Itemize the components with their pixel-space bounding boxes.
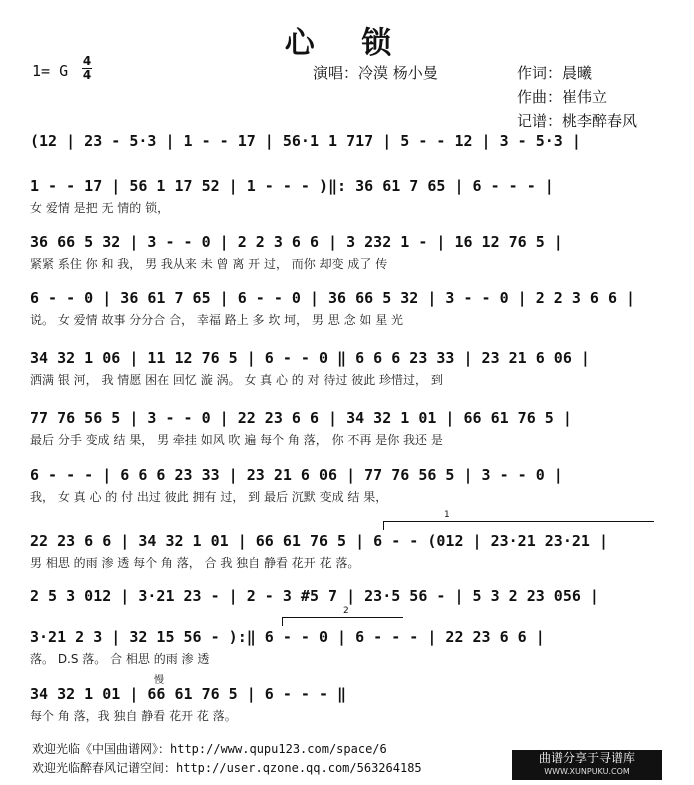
- score-system: [30, 624, 664, 668]
- score-system: [30, 128, 664, 172]
- score-system: [30, 462, 664, 506]
- key-signature: 1= G: [32, 62, 69, 80]
- footer-line-2: 欢迎光临醉春风记谱空间：http://user.qzone.qq.com/563264185: [32, 761, 422, 775]
- song-title: 心 锁: [284, 26, 410, 61]
- score-system: [30, 405, 664, 449]
- time-sig-top: 4: [82, 54, 92, 68]
- footer-line-1: 欢迎光临《中国曲谱网》：http://www.qupu123.com/space/6: [32, 742, 387, 756]
- tempo-marking: 慢: [154, 675, 164, 686]
- composer-credit: 作曲：崔伟立: [517, 88, 608, 106]
- time-signature: [82, 56, 92, 81]
- first-ending-number: 1: [444, 510, 450, 520]
- notation-line: 6 - - - | 6 6 6 23 33 | 23 21 6 06 | 77 76 56 5 | 3 - - 0 |: [30, 466, 563, 484]
- notation-line: (12 | 23 - 5·3 | 1 - - 17 | 56·1 1 717 | 5 - - 12 | 3 - 5·3 |: [30, 132, 581, 150]
- score-system: [30, 345, 664, 389]
- score-system: [30, 528, 664, 572]
- notation-line: 3·21 2 3 | 32 15 56 - ):‖ 6 - - 0 | 6 - - - | 22 23 6 6 |: [30, 628, 545, 646]
- notation-line: 34 32 1 06 | 11 12 76 5 | 6 - - 0 ‖ 6 6 6 23 33 | 23 21 6 06 |: [30, 349, 590, 367]
- notation-line: 2 5 3 012 | 3·21 23 - | 2 - 3 #5 7 | 23·5 56 - | 5 3 2 23 056 |: [30, 587, 599, 605]
- notation-line: 77 76 56 5 | 3 - - 0 | 22 23 6 6 | 34 32 1 01 | 66 61 76 5 |: [30, 409, 572, 427]
- lyrics-line: [30, 154, 664, 172]
- lyrics-line: 落。 D.S 落。 合 相思 的雨 渗 透: [30, 652, 210, 666]
- lyrics-line: 我， 女 真 心 的 付 出过 彼此 拥有 过， 到 最后 沉默 变成 结 果，: [30, 490, 388, 504]
- notation-line: 6 - - 0 | 36 61 7 65 | 6 - - 0 | 36 66 5 32 | 3 - - 0 | 2 2 3 6 6 |: [30, 289, 636, 307]
- score-system: [30, 229, 664, 273]
- notation-line: 22 23 6 6 | 34 32 1 01 | 66 61 76 5 | 6 - - (012 | 23·21 23·21 |: [30, 532, 608, 550]
- notation-line: 1 - - 17 | 56 1 17 52 | 1 - - - )‖: 36 61 7 65 | 6 - - - |: [30, 177, 554, 195]
- score-system: [30, 285, 664, 329]
- score-system: [30, 681, 664, 725]
- lyrics-line: 最后 分手 变成 结 果， 男 牵挂 如风 吹 遍 每个 角 落， 你 不再 是你 我还 是: [30, 433, 443, 447]
- lyrics-line: 男 相思 的雨 渗 透 每个 角 落， 合 我 独自 静看 花开 花 落。: [30, 556, 360, 570]
- singers-credit: 演唱：冷漠 杨小曼: [313, 64, 438, 82]
- lyrics-line: 女 爱情 是把 无 情的 锁，: [30, 201, 170, 215]
- lyrics-line: 紧紧 系住 你 和 我， 男 我从来 未 曾 离 开 过， 而你 却变 成了 传: [30, 257, 388, 271]
- watermark-text: 曲谱分享于寻谱库: [538, 751, 635, 765]
- transcriber-credit: 记谱：桃李醉春风: [517, 112, 638, 130]
- lyricist-credit: 作词：晨曦: [517, 64, 593, 82]
- lyrics-line: 每个 角 落，我 独自 静看 花开 花 落。: [30, 709, 237, 723]
- score-system: [30, 173, 664, 217]
- notation-line: 34 32 1 01 | 66 61 76 5 | 6 - - - ‖: [30, 685, 347, 703]
- time-sig-bottom: 4: [82, 68, 92, 82]
- watermark: [512, 750, 662, 780]
- notation-line: 36 66 5 32 | 3 - - 0 | 2 2 3 6 6 | 3 232 1 - | 16 12 76 5 |: [30, 233, 563, 251]
- watermark-url: WWW.XUNPUKU.COM: [544, 767, 630, 776]
- second-ending-number: 2: [343, 606, 349, 616]
- lyrics-line: 洒满 银 河， 我 情愿 困在 回忆 漩 涡。 女 真 心 的 对 待过 彼此 珍惜过， 到: [30, 373, 443, 387]
- lyrics-line: 说。 女 爱情 故事 分分合 合， 幸福 路上 多 坎 坷， 男 思 念 如 星 光: [30, 313, 404, 327]
